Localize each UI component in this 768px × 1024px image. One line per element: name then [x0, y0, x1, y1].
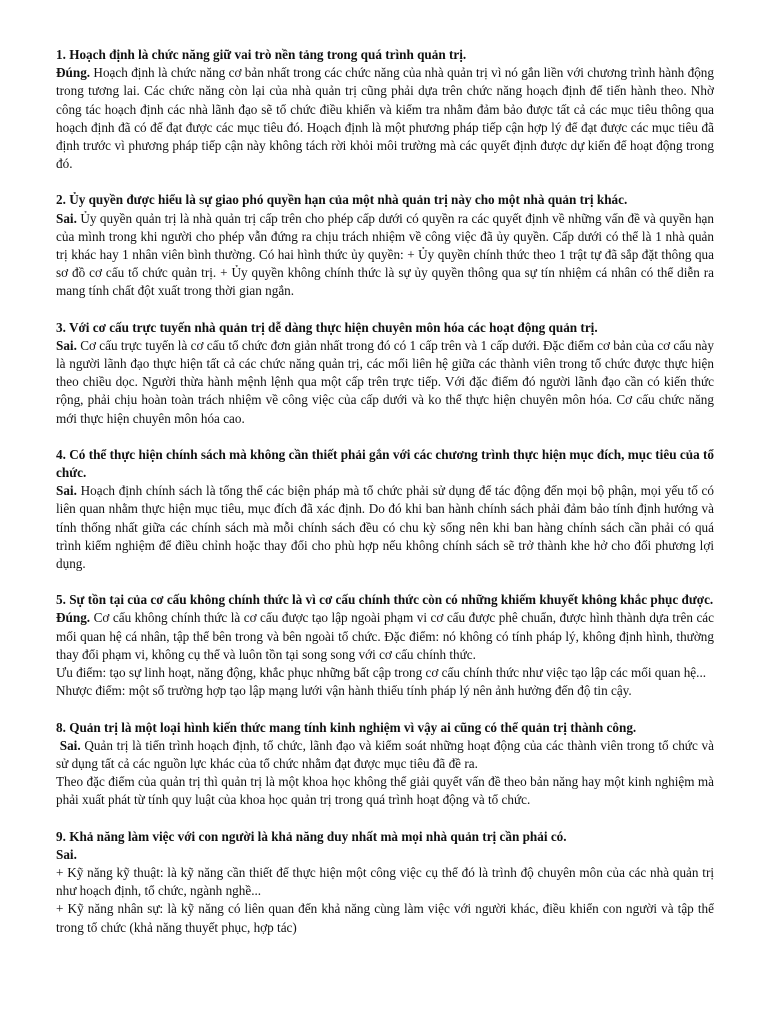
question-block-8 — [56, 719, 714, 810]
answer-paragraph — [56, 337, 714, 428]
answer-disadvantages: Nhược điểm: một số trường hợp tạo lập mạng lưới vận hành thiếu tính pháp lý nên ảnh hưởng đến độ tin cậy. — [56, 683, 632, 699]
question-title: 9. Khả năng làm việc với con người là khả năng duy nhất mà mọi nhà quản trị cần phải có. — [56, 828, 567, 844]
question-title: 3. Với cơ cấu trực tuyến nhà quản trị dễ dàng thực hiện chuyên môn hóa các hoạt động quản trị. — [56, 319, 598, 335]
answer-paragraph — [56, 210, 714, 301]
question-title: 8. Quản trị là một loại hình kiến thức mang tính kinh nghiệm vì vậy ai cũng có thể quản trị thành công. — [56, 719, 637, 735]
answer-paragraph — [56, 482, 714, 573]
answer-text: Hoạch định chính sách là tổng thể các biện pháp mà tổ chức phải sử dụng để tác động đến mọi bộ phận, mọi yếu tố có liên quan nhằm thực hiện mục tiêu, mục đích đã xác định. Do đó khi ban hành chính sách phải đảm bảo tính định hướng và tính thống nhất giữa các chính sách mà mỗi chính sách đều có chu kỳ sống nên khi ban hàng chính sách cần phải có quá trình kiểm nghiệm để điều chỉnh hoặc thay đổi cho phù hợp nếu không chính sách sẽ trở thành khe hở cho đối phương lợi dụng. — [56, 483, 714, 572]
answer-text: Cơ cấu trực tuyến là cơ cấu tổ chức đơn giản nhất trong đó có 1 cấp trên và 1 cấp dưới. Đặc điểm cơ bản của cơ cấu này là người lãnh đạo thực hiện tất cả các chức năng quản trị, các mối liên hệ giữa các thành viên trong tổ chức được thực hiện theo chiều dọc. Người thừa hành mệnh lệnh qua một cấp trên trực tiếp. Với đặc điểm đó người lãnh đạo cần có kiến thức rộng, phải chịu hoàn toàn trách nhiệm về công việc của cấp dưới và ko thể thực hiện chuyên môn hóa. Cơ cấu chức năng mới thực hiện chuyên môn hóa cao. — [56, 337, 714, 426]
question-title: 4. Có thể thực hiện chính sách mà không cần thiết phải gắn với các chương trình thực hiện mục đích, mục tiêu của tổ chức. — [56, 446, 714, 481]
answer-text: Cơ cấu không chính thức là cơ cấu được tạo lập ngoài phạm vi cơ cấu được phê chuẩn, được hình thành dựa trên các mối quan hệ cá nhân, tập thể bên trong và bên ngoài tổ chức. Đặc điểm: nó không có tính pháp lý, không định hình, thường thay đổi phạm vi, không cụ thể và luôn tồn tại song song với cơ cấu chính thức. — [56, 610, 714, 662]
question-title: 5. Sự tồn tại của cơ cấu không chính thức là vì cơ cấu chính thức còn có những khiếm khuyết không khắc phục được. — [56, 592, 714, 608]
answer-skill-technical: + Kỹ năng kỹ thuật: là kỹ năng cần thiết để thực hiện một công việc cụ thể đó là trình độ chuyên môn của các nhà quản trị như hoạch định, tổ chức, ngành nghề... — [56, 864, 714, 899]
answer-verdict: Sai. — [56, 846, 77, 862]
answer-skill-human: + Kỹ năng nhân sự: là kỹ năng có liên quan đến khả năng cùng làm việc với người khác, điều khiển con người và tập thể trong tổ chức (khả năng thuyết phục, hợp tác) — [56, 901, 714, 935]
answer-verdict: Sai. — [56, 737, 81, 753]
answer-text: Ủy quyền quản trị là nhà quản trị cấp trên cho phép cấp dưới có quyền ra các quyết định về những vấn đề và quyền hạn của mình trong khi người cho phép vẫn đứng ra chịu trách nhiệm về công việc đã ủy quyền. Cấp dưới có thể là 1 nhà quản trị khác hay 1 nhân viên bình thường. Có hai hình thức ủy quyền: + Ủy quyền chính thức theo 1 trật tự đã sắp đặt thông qua sơ đồ cơ cấu tổ chức quản trị. + Ủy quyền không chính thức là sự ủy quyền thông qua sự tín nhiệm cá nhân có thể diễn ra mang tính chất đột xuất trong thời gian ngắn. — [56, 210, 714, 299]
answer-text: Quản trị là tiến trình hoạch định, tổ chức, lãnh đạo và kiểm soát những hoạt động của các thành viên trong tổ chức và sử dụng tất cả các nguồn lực khác của tổ chức nhằm đạt được mục tiêu đã đề ra. — [56, 737, 714, 771]
question-block-3 — [56, 319, 714, 428]
question-block-2 — [56, 191, 714, 300]
answer-verdict: Sai. — [56, 483, 77, 499]
answer-paragraph — [56, 64, 714, 173]
question-block-1 — [56, 46, 714, 173]
answer-advantages: Ưu điểm: tạo sự linh hoạt, năng động, khắc phục những bất cập trong cơ cấu chính thức như việc tạo lập các mối quan hệ... — [56, 665, 707, 681]
question-block-9 — [56, 828, 714, 937]
question-title: 1. Hoạch định là chức năng giữ vai trò nền tảng trong quá trình quản trị. — [56, 47, 467, 62]
answer-text: Hoạch định là chức năng cơ bản nhất trong các chức năng của nhà quản trị vì nó gắn liền với chương trình hành động trong tương lai. Các chức năng còn lại của nhà quản trị cũng phải dựa trên chức năng hoạch định để tiến hành theo. Nhờ công tác hoạch định các nhà lãnh đạo sẽ tổ chức điều khiển và kiểm tra nhằm đảm bảo được tất cả các mục tiêu thông qua hoạch định đã có để đạt được các mục tiêu đó. Hoạch định là một phương pháp tiếp cận hợp lý để đạt được các mục tiêu đã định trước vì phương pháp tiếp cận này không tách rời khỏi môi trường mà các quyết định được dự kiến để hoạt động trong đó. — [56, 65, 714, 172]
answer-paragraph — [56, 609, 714, 664]
answer-verdict: Đúng. — [56, 610, 91, 626]
answer-paragraph — [56, 737, 714, 773]
answer-verdict: Đúng. — [56, 65, 91, 81]
question-block-4 — [56, 446, 714, 573]
answer-verdict: Sai. — [56, 210, 77, 226]
question-title: 2. Ủy quyền được hiểu là sự giao phó quyền hạn của một nhà quản trị này cho một nhà quản trị khác. — [56, 192, 628, 208]
answer-paragraph-extra: Theo đặc điểm của quản trị thì quản trị là một khoa học không thể giải quyết vấn đề theo bản năng hay một kinh nghiệm mà phải xuất phát từ tính quy luật của khoa học quản trị trong quá trình hoạt động và tổ chức. — [56, 774, 714, 808]
answer-verdict: Sai. — [56, 337, 77, 353]
document-page — [56, 46, 714, 955]
question-block-5 — [56, 591, 714, 700]
